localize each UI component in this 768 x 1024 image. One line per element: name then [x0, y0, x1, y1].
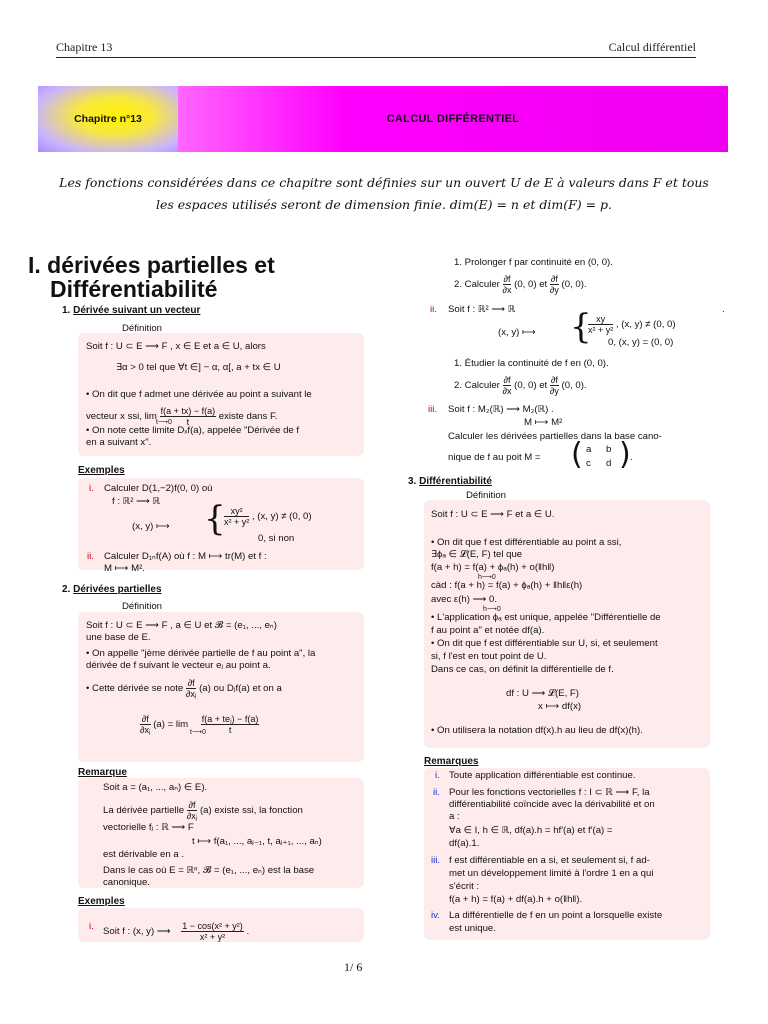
right-top-1: 1. Prolonger f par continuité en (0, 0). — [454, 257, 613, 268]
examples-2-title: Exemples — [78, 896, 125, 907]
subsection-3-title: Différentiabilité — [419, 476, 492, 487]
remark-2-i-line-1: Toute application différentiable est continue. — [449, 770, 636, 781]
definition-3-line-12: df : U ⟶ 𝓛(E, F) — [506, 688, 579, 699]
intro-line-2: les espaces utilisés seront de dimension finie. dim(E) = n et dim(F) = p. — [155, 197, 613, 212]
remark-2-ii-line-5: df(a).1. — [449, 838, 480, 849]
brace-icon: { — [204, 499, 226, 539]
right-iii-line-1: Soit f : M₂(ℝ) ⟶ M₂(ℝ) . — [448, 404, 554, 415]
example-1-i-num: i. — [89, 483, 94, 494]
example-1-ii-line-2: M ⟼ M². — [104, 563, 145, 574]
right-mid-2-dy-den: ∂y — [549, 386, 559, 396]
remark-2-i-num: i. — [435, 770, 440, 781]
remark-1-line-3: vectorielle fⱼ : ℝ ⟶ F — [103, 822, 194, 833]
remark-2-iii-line-2: met un développement limité à l'ordre 1 en a qui — [449, 868, 654, 879]
equation-lhs-frac — [140, 714, 151, 735]
equation-lim-sub: t⟶0 — [190, 729, 206, 736]
example-1-ii-num: ii. — [87, 551, 94, 562]
remark-2-iii-line-1: f est différentiable en a si, et seulement si, f ad- — [449, 855, 650, 866]
definition-1-label: Définition — [122, 323, 162, 334]
right-mid-2-dx-den: ∂x — [502, 386, 512, 396]
definition-1-end: existe dans F. — [218, 411, 278, 423]
example-1-case-1-den: x² + y² — [224, 517, 250, 527]
definition-2-label: Définition — [122, 601, 162, 612]
example-2-i-frac — [181, 921, 244, 942]
definition-1-lim: vecteur x ssi, lim — [86, 411, 157, 423]
brace-icon: { — [570, 307, 592, 347]
definition-3-line-10: si, f l'est en tout point de U. — [431, 651, 547, 662]
equation-lhs-num: ∂f — [141, 714, 149, 724]
subsection-2-title: Dérivées partielles — [73, 584, 162, 595]
remark-1-line-5: est dérivable en a . — [103, 849, 185, 860]
remark-2-iii-line-4: f(a + h) = f(a) + df(a).h + o(‖h‖). — [449, 894, 583, 905]
right-iii-num: iii. — [428, 404, 438, 415]
remarks-2-title: Remarques — [424, 756, 479, 767]
subsection-3 — [408, 476, 492, 487]
definition-3-line-3: ∃ϕₐ ∈ 𝓛(E, F) tel que — [431, 549, 523, 560]
remark-1-line-2 — [103, 800, 303, 821]
definition-2-line-3: • On appelle "jème dérivée partielle de f au point a", la — [86, 648, 316, 659]
right-top-2-dy-num: ∂f — [550, 274, 558, 284]
section-title-line-1: I. dérivées partielles et — [28, 252, 275, 278]
definition-3-line-13: x ⟼ df(x) — [538, 701, 582, 712]
header-left: Chapitre 13 — [56, 40, 113, 54]
definition-3-line-9: • On dit que f est différentiable sur U, si, et seulement — [431, 638, 658, 649]
example-2-i-end: . — [246, 926, 250, 938]
intro-line-1: Les fonctions considérées dans ce chapitre sont définies sur un ouvert U de E à valeurs dans F et tous — [59, 175, 709, 190]
definition-3-line-8: f au point a" et notée df(a). — [431, 625, 545, 636]
definition-3-line-6-sub: h⟶0 — [483, 606, 501, 613]
definition-1-line-5: • On note cette limite Dₓf(a), appelée "Dérivée de f — [86, 425, 300, 436]
examples-1-title: Exemples — [78, 465, 125, 476]
matrix-b: b — [606, 444, 612, 455]
right-top-2-dy — [550, 274, 559, 295]
definition-2-partial-den: ∂xⱼ — [185, 689, 197, 699]
example-1-i-def: f : ℝ² ⟶ ℝ — [112, 496, 161, 507]
remark-2-iii-num: iii. — [431, 855, 441, 866]
definition-3-line-6: avec ε(h) ⟶ 0. — [431, 594, 498, 605]
right-ii-case-1-frac — [588, 314, 613, 335]
right-ii-map: (x, y) ⟼ — [498, 327, 536, 338]
example-1-case-1-num: xy² — [224, 506, 249, 517]
definition-1-line-1: Soit f : U ⊂ E ⟶ F , x ∈ E et a ∈ U, alors — [86, 341, 266, 352]
right-ii-case-1 — [588, 314, 676, 335]
chapter-title-banner — [178, 86, 728, 152]
right-mid-2-end: (0, 0). — [561, 380, 587, 392]
definition-1-frac-den: t — [186, 417, 190, 427]
equation-rhs-den: t — [228, 725, 232, 735]
example-1-case-1-cond: , (x, y) ≠ (0, 0) — [251, 511, 312, 523]
definition-2-partial-frac — [186, 678, 197, 699]
right-ii-def: Soit f : ℝ² ⟶ ℝ — [448, 304, 516, 315]
definition-3-line-4-sub: h⟶0 — [478, 574, 496, 581]
definition-2-line-5 — [86, 678, 282, 699]
right-top-2-end: (0, 0). — [561, 279, 587, 291]
remark-1-title: Remarque — [78, 767, 127, 778]
right-mid-1: 1. Étudier la continuité de f en (0, 0). — [454, 358, 609, 369]
remark-2-ii-line-2: différentiabilité coïncide avec la dérivabilité et on — [449, 799, 655, 810]
remark-2-ii-line-1: Pour les fonctions vectorielles f : I ⊂ ℝ ⟶ F, la — [449, 787, 650, 798]
right-top-2-dx-num: ∂f — [503, 274, 511, 284]
subsection-1-num: 1. — [62, 305, 71, 316]
remark-2-iv-num: iv. — [431, 910, 440, 921]
example-1-ii-line-1: Calculer D₁ₙf(A) où f : M ⟼ tr(M) et f : — [104, 551, 267, 562]
example-2-i-num-expr: 1 − cos(x² + y²) — [182, 921, 243, 931]
subsection-2 — [62, 584, 162, 595]
right-mid-2-dy-num: ∂f — [550, 375, 558, 385]
definition-3-line-2: • On dit que f est différentiable au point a ssi, — [431, 537, 622, 548]
remark-1-line-6: Dans le cas où E = ℝⁿ, 𝓑 = (e₁, ..., eₙ) est la base — [103, 865, 315, 876]
right-ii-case-1-num: xy — [588, 314, 613, 325]
remark-2-ii-line-4: ∀a ∈ I, h ∈ ℝ, df(a).h = hf′(a) et f′(a) = — [449, 825, 613, 836]
right-mid-2-dx — [503, 375, 512, 396]
header-right: Calcul différentiel — [608, 40, 696, 54]
equation-lim: (a) = lim — [153, 719, 189, 731]
right-top-2-dx — [503, 274, 512, 295]
right-mid-2-dx-num: ∂f — [503, 375, 511, 385]
definition-1-lim-sub: t⟶0 — [156, 419, 172, 426]
right-iii-line-2: M ⟼ M² — [524, 417, 563, 428]
remark-1-line-7: canonique. — [103, 877, 150, 888]
example-1-case-1 — [224, 506, 312, 527]
right-ii-case-1-den: x² + y² — [588, 325, 614, 335]
right-top-2-start: 2. Calculer — [454, 279, 500, 291]
definition-2-line-2: une base de E. — [86, 632, 151, 643]
chapter-title: CALCUL DIFFÉRENTIEL — [386, 113, 520, 125]
definition-2-line-1: Soit f : U ⊂ E ⟶ F , a ∈ U et 𝓑 = (e₁, ..., eₙ) — [86, 620, 277, 631]
definition-3-line-4: f(a + h) = f(a) + ϕₐ(h) + o(‖h‖) — [431, 562, 555, 573]
matrix-a: a — [586, 444, 592, 455]
definition-3-line-14: • On utilisera la notation df(x).h au lieu de df(x)(h). — [431, 725, 643, 736]
matrix-end: . — [630, 452, 633, 463]
subsection-1 — [62, 305, 200, 316]
definition-2-line-4: dérivée de f suivant le vecteur eⱼ au point a. — [86, 660, 271, 671]
remark-1-partial-den: ∂xⱼ — [186, 811, 198, 821]
subsection-1-title: Dérivée suivant un vecteur — [73, 305, 201, 316]
equation-rhs-num: f(a + teⱼ) − f(a) — [201, 714, 259, 724]
right-ii-case-2: 0, (x, y) = (0, 0) — [608, 337, 674, 348]
right-mid-2-start: 2. Calculer — [454, 380, 500, 392]
definition-1-line-4 — [86, 406, 277, 427]
example-1-case-2: 0, si non — [258, 533, 295, 544]
example-2-i-den-expr: x² + y² — [199, 932, 226, 942]
right-top-2-dy-den: ∂y — [549, 285, 559, 295]
example-2-i-num: i. — [89, 921, 94, 932]
definition-2-note-end: (a) ou Dⱼf(a) et on a — [199, 683, 282, 695]
right-mid-2-dy — [550, 375, 559, 396]
page-number: 1/ 6 — [344, 960, 363, 974]
matrix-d: d — [606, 458, 612, 469]
example-2-i-text — [103, 921, 249, 942]
remark-2-iii-line-3: s'écrit : — [449, 881, 480, 892]
right-iii-line-3: Calculer les dérivées partielles dans la base cano- — [448, 431, 662, 442]
example-1-i-map: (x, y) ⟼ — [132, 521, 170, 532]
definition-3-line-11: Dans ce cas, on définit la différentielle de f. — [431, 664, 614, 675]
right-mid-2-mid: (0, 0) et — [514, 380, 548, 392]
definition-3-line-5: càd : f(a + h) = f(a) + ϕₐ(h) + ‖h‖ε(h) — [431, 580, 583, 591]
definition-2-note: • Cette dérivée se note — [86, 683, 184, 695]
definition-1-line-2: ∃α > 0 tel que ∀t ∈] − α, α[, a + tx ∈ U — [116, 362, 281, 373]
remark-2-iv-line-2: est unique. — [449, 923, 496, 934]
matrix-right-paren-icon: ) — [619, 437, 631, 472]
remark-1-line-4: t ⟼ f(a₁, ..., aⱼ₋₁, t, aⱼ₊₁, ..., aₙ) — [192, 836, 322, 847]
remark-1-partial-num: ∂f — [188, 800, 196, 810]
remark-1-partial-frac — [187, 800, 198, 821]
definition-3-line-1: Soit f : U ⊂ E ⟶ F et a ∈ U. — [431, 509, 555, 520]
section-title-line-2: Différentiabilité — [50, 276, 218, 302]
remark-2-ii-line-3: a : — [449, 811, 460, 822]
definition-1-line-6: en a suivant x". — [86, 437, 152, 448]
equation-lhs-den: ∂xⱼ — [140, 725, 151, 735]
example-2-i-start: Soit f : (x, y) ⟶ — [103, 926, 171, 938]
example-1-case-1-frac — [224, 506, 249, 527]
right-top-2-dx-den: ∂x — [502, 285, 512, 295]
definition-1-line-3: • On dit que f admet une dérivée au point a suivant le — [86, 389, 312, 400]
definition-3-line-7: • L'application ϕₐ est unique, appelée "Différentielle de — [431, 612, 661, 623]
example-1-i-text: Calculer D(1,−2)f(0, 0) où — [104, 483, 213, 494]
subsection-3-num: 3. — [408, 476, 417, 487]
intro-text — [28, 172, 740, 216]
right-top-2 — [454, 274, 587, 295]
right-ii-dot: . — [722, 304, 725, 315]
right-ii-num: ii. — [430, 304, 437, 315]
remark-2-iv-line-1: La différentielle de f en un point a lorsquelle existe — [449, 910, 663, 921]
chapter-badge-label: Chapitre n°13 — [74, 113, 142, 125]
equation-rhs-frac — [201, 714, 260, 735]
remark-1-partial-end: (a) existe ssi, la fonction — [199, 805, 303, 817]
subsection-2-num: 2. — [62, 584, 71, 595]
remark-1-partial-text: La dérivée partielle — [103, 805, 185, 817]
header-rule — [56, 57, 696, 58]
matrix-left-paren-icon: ( — [571, 437, 583, 472]
definition-2-partial-num: ∂f — [187, 678, 195, 688]
matrix-c: c — [586, 458, 591, 469]
definition-3-label: Définition — [466, 490, 506, 501]
right-iii-line-4: nique de f au poit M = — [448, 452, 541, 463]
right-mid-2 — [454, 375, 587, 396]
chapter-badge — [38, 86, 178, 152]
right-top-2-mid: (0, 0) et — [514, 279, 548, 291]
remark-2-ii-num: ii. — [433, 787, 440, 798]
remark-1-line-1: Soit a = (a₁, ..., aₙ) ∈ E). — [103, 782, 208, 793]
right-ii-case-1-cond: , (x, y) ≠ (0, 0) — [615, 319, 676, 331]
definition-1-frac-num: f(a + tx) − f(a) — [160, 406, 216, 416]
